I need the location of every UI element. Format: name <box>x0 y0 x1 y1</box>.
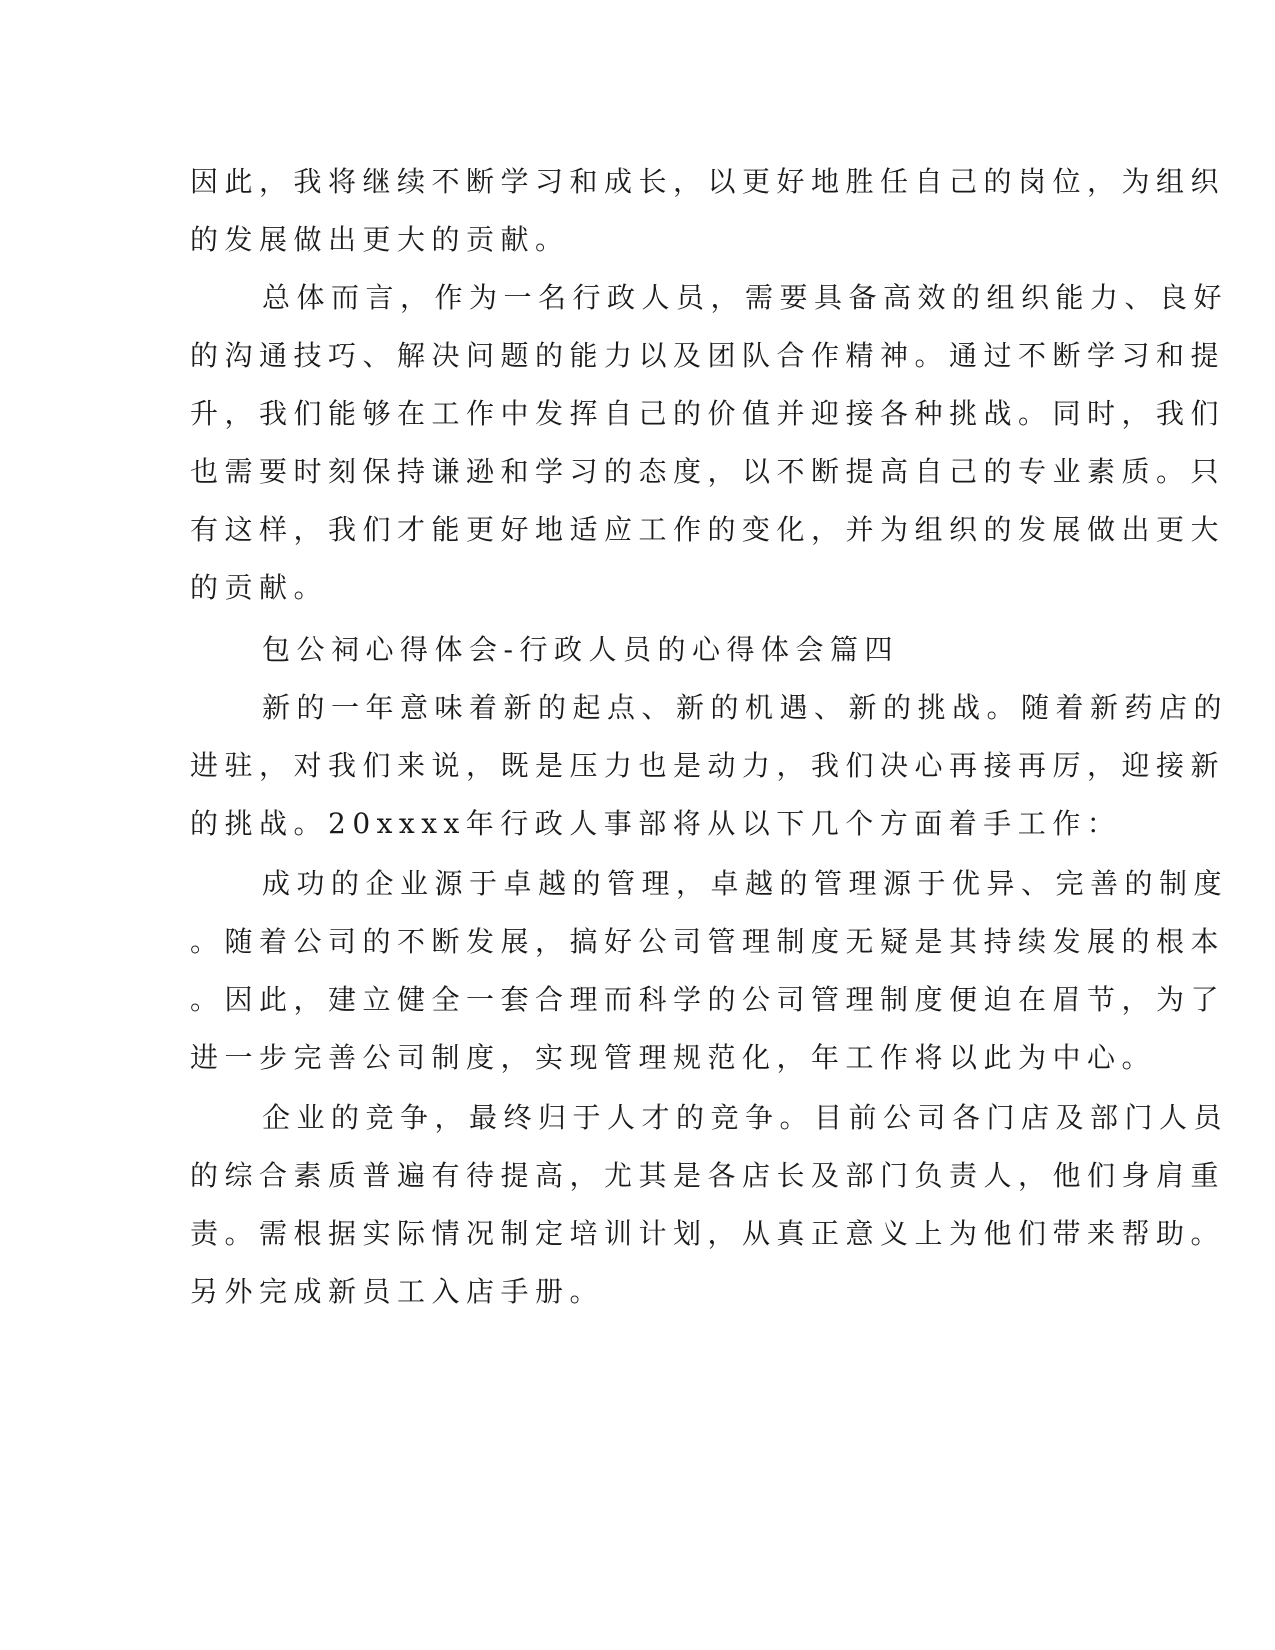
text-line: 的综合素质普遍有待提高，尤其是各店长及部门负责人，他们身肩重 <box>190 1159 1226 1192</box>
paragraph-first-line: 新的一年意味着新的起点、新的机遇、新的挑战。随着新药店的 <box>262 691 1229 724</box>
paragraph-first-line: 企业的竞争，最终归于人才的竞争。目前公司各门店及部门人员 <box>262 1101 1229 1134</box>
text-line: 进一步完善公司制度，实现管理规范化，年工作将以此为中心。 <box>190 1041 1157 1074</box>
section-heading: 包公祠心得体会-行政人员的心得体会篇四 <box>262 633 899 666</box>
text-line: 。因此，建立健全一套合理而科学的公司管理制度便迫在眉节，为了 <box>190 983 1226 1016</box>
text-line: 的贡献。 <box>190 571 329 604</box>
text-line: 升，我们能够在工作中发挥自己的价值并迎接各种挑战。同时，我们 <box>190 397 1226 430</box>
paragraph-first-line: 总体而言，作为一名行政人员，需要具备高效的组织能力、良好 <box>262 281 1229 314</box>
text-line: 进驻，对我们来说，既是压力也是动力，我们决心再接再厉，迎接新 <box>190 749 1226 782</box>
text-line: 另外完成新员工入店手册。 <box>190 1275 605 1308</box>
text-line: 的沟通技巧、解决问题的能力以及团队合作精神。通过不断学习和提 <box>190 339 1226 372</box>
text-line: 的挑战。20xxxx年行政人事部将从以下几个方面着手工作： <box>190 807 1122 840</box>
text-line: 也需要时刻保持谦逊和学习的态度，以不断提高自己的专业素质。只 <box>190 455 1226 488</box>
text-line: 的发展做出更大的贡献。 <box>190 223 570 256</box>
text-line: 有这样，我们才能更好地适应工作的变化，并为组织的发展做出更大 <box>190 513 1226 546</box>
text-line: 因此，我将继续不断学习和成长，以更好地胜任自己的岗位，为组织 <box>190 165 1226 198</box>
paragraph-first-line: 成功的企业源于卓越的管理，卓越的管理源于优异、完善的制度 <box>262 867 1229 900</box>
text-line: 责。需根据实际情况制定培训计划，从真正意义上为他们带来帮助。 <box>190 1217 1226 1250</box>
text-line: 。随着公司的不断发展，搞好公司管理制度无疑是其持续发展的根本 <box>190 925 1226 958</box>
